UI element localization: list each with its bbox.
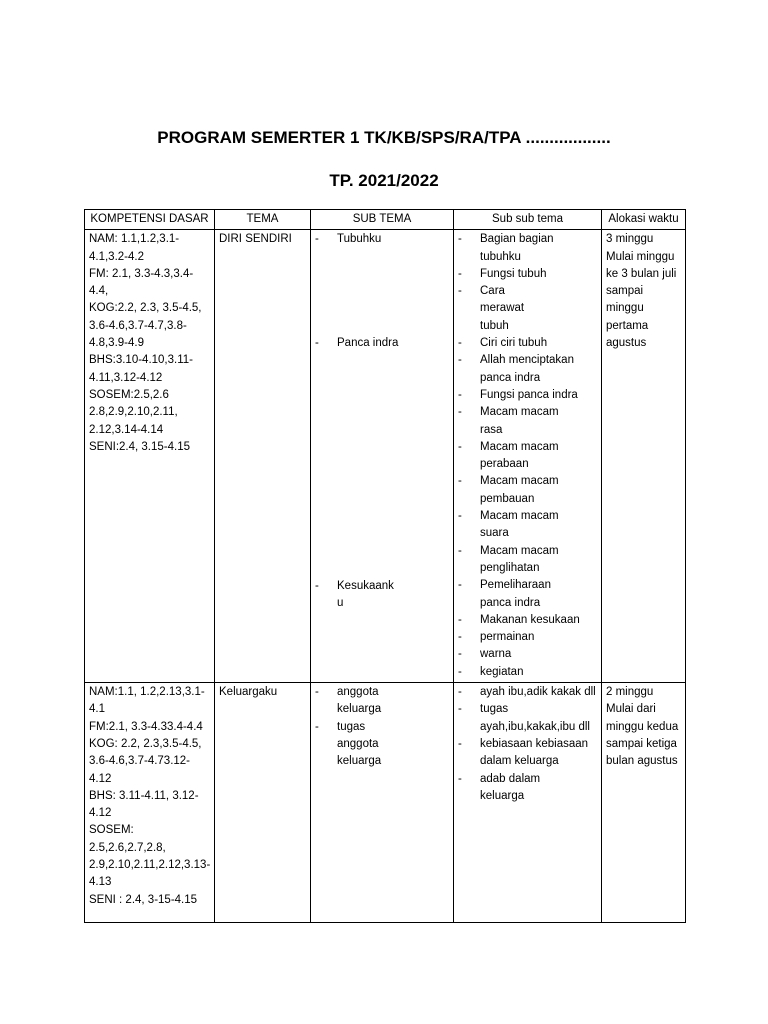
list-item: - kegiatan — [458, 665, 524, 678]
list-item: - permainan — [458, 631, 535, 644]
alokasi-waktu-cell: 2 minggu Mulai dari minggu kedua sampai ketiga bulan agustus — [602, 683, 686, 923]
list-item: - Makanan kesukaan — [458, 613, 580, 626]
sub-tema-item: - anggota keluarga — [315, 686, 382, 716]
list-item: - adab dalam keluarga — [458, 772, 541, 802]
sub-tema-cell — [311, 683, 454, 923]
table-row — [85, 230, 686, 683]
sub-sub-tema-cell — [454, 230, 602, 683]
sub-sub-tema-list — [454, 231, 601, 681]
kompetensi-dasar-cell: NAM:1.1, 1.2,2.13,3.1-4.1 FM:2.1, 3.3-4.33.4-4.4 KOG: 2.2, 2.3,3.5-4.5, 3.6-4.6,3.7-4.73.12-4.12 BHS: 3.11-4.11, 3.12-4.12 SOSEM: 2.5,2.6,2.7,2.8, 2.9,2.10,2.11,2.12,3.13-4.13 SENI : 2.4, 3-15-4.15 — [85, 683, 215, 923]
list-item: - Macam macam rasa — [458, 406, 559, 436]
list-item: - Cara merawat tubuh — [458, 285, 525, 332]
list-item: - Fungsi tubuh — [458, 267, 547, 280]
list-item: - Macam macam pembauan — [458, 475, 559, 505]
list-item: - Pemeliharaan panca indra — [458, 579, 551, 609]
header-sub-tema: SUB TEMA — [311, 210, 454, 230]
program-table — [84, 209, 686, 923]
header-kompetensi-dasar: KOMPETENSI DASAR — [85, 210, 215, 230]
sub-tema-item: - tugas anggota keluarga — [315, 720, 382, 768]
table-header-row — [85, 210, 686, 230]
tema-cell: DIRI SENDIRI — [215, 230, 311, 683]
kompetensi-dasar-cell: NAM: 1.1,1.2,3.1-4.1,3.2-4.2 FM: 2.1, 3.3-4.3,3.4-4.4, KOG:2.2, 2.3, 3.5-4.5, 3.6-4.6,3.7-4.7,3.8-4.8,3.9-4.9 BHS:3.10-4.10,3.11-4.11,3.12-4.12 SOSEM:2.5,2.6 2.8,2.9,2.10,2.11, 2.12,3.14-4.14 SENI:2.4, 3.15-4.15 — [85, 230, 215, 683]
sub-sub-tema-cell — [454, 683, 602, 923]
list-item: - Macam macam penglihatan — [458, 544, 559, 574]
list-item: - Macam macam perabaan — [458, 440, 559, 471]
header-alokasi-waktu: Alokasi waktu — [602, 210, 686, 230]
document-title: PROGRAM SEMERTER 1 TK/KB/SPS/RA/TPA .................. — [157, 128, 611, 147]
table-row — [85, 683, 686, 923]
list-item: - warna — [458, 648, 512, 661]
document-subtitle: TP. 2021/2022 — [329, 171, 439, 190]
tema-cell: Keluargaku — [215, 683, 311, 923]
sub-tema-item: - Kesukaanku — [315, 579, 394, 610]
sub-tema-item: - Panca indra — [315, 336, 399, 349]
list-item: - Ciri ciri tubuh — [458, 337, 548, 350]
list-item: - Fungsi panca indra — [458, 388, 578, 401]
list-item: - Macam macam suara — [458, 510, 559, 540]
sub-tema-item: - Tubuhku — [315, 233, 382, 246]
header-sub-sub-tema: Sub sub tema — [454, 210, 602, 230]
list-item: - kebiasaan kebiasaan dalam keluarga — [458, 737, 589, 768]
alokasi-waktu-cell: 3 minggu Mulai minggu ke 3 bulan juli sampai minggu pertama agustus — [602, 230, 686, 683]
list-item: - Bagian bagian tubuhku — [458, 233, 554, 263]
list-item: - tugas ayah,ibu,kakak,ibu dll — [458, 703, 590, 733]
sub-tema-cell — [311, 230, 454, 683]
list-item: - Allah menciptakan panca indra — [458, 354, 574, 384]
header-tema: TEMA — [215, 210, 311, 230]
list-item: - ayah ibu,adik kakak dll — [458, 686, 596, 699]
